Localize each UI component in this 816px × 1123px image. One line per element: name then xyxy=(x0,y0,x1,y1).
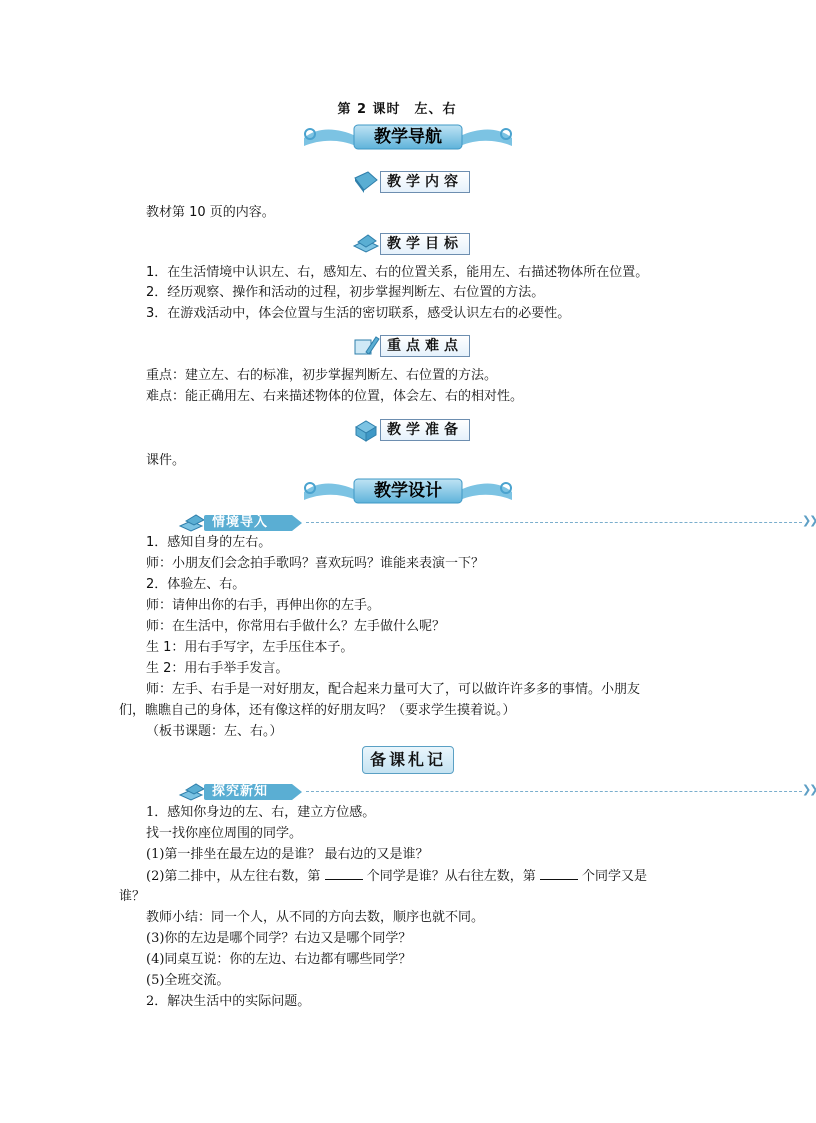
goal-line: 3．在游戏活动中，体会位置与生活的密切联系，感受认识左右的必要性。 xyxy=(146,306,571,321)
book-pile-icon xyxy=(178,781,206,803)
book-icon xyxy=(352,170,380,194)
intro-line: 1．感知自身的左右。 xyxy=(146,535,272,550)
banner-label: 教学设计 xyxy=(374,481,442,501)
explore-line: (4)同桌互说：你的左边、右边都有哪些同学？ xyxy=(146,952,412,967)
heading-teaching-prep xyxy=(352,418,482,440)
explore-text: (2)第二排中，从左往右数，第 xyxy=(146,869,321,884)
explore-line: (1)第一排坐在最左边的是谁？ 最右边的又是谁？ xyxy=(146,847,429,862)
explore-line: (5)全班交流。 xyxy=(146,973,230,988)
explore-line xyxy=(146,867,647,886)
intro-line: 生 1：用右手写字，左手压住本子。 xyxy=(146,640,354,655)
heading-teaching-content xyxy=(352,170,482,192)
heading-label: 教学目标 xyxy=(380,233,470,255)
heading-label: 教学准备 xyxy=(380,419,470,441)
banner-teaching-design xyxy=(298,478,518,504)
double-chevron-right-icon: ❯❯ xyxy=(802,783,816,796)
intro-line: 师：请伸出你的右手，再伸出你的左手。 xyxy=(146,598,381,613)
heading-teaching-goals xyxy=(352,232,482,254)
key-point-line: 难点：能正确用左、右来描述物体的位置，体会左、右的相对性。 xyxy=(146,389,524,404)
lesson-title: 第 2 课时 左、右 xyxy=(337,102,457,117)
tag-label: 情境导入 xyxy=(204,515,292,531)
heading-key-points xyxy=(352,334,482,356)
intro-line: 2．体验左、右。 xyxy=(146,577,246,592)
heading-label: 教学内容 xyxy=(380,171,470,193)
banner-teaching-navigation xyxy=(298,124,518,150)
intro-line: 师：在生活中，你常用右手做什么？左手做什么呢？ xyxy=(146,619,446,634)
double-chevron-right-icon: ❯❯ xyxy=(802,514,816,527)
explore-text: 个同学是谁？从右往左数，第 xyxy=(366,869,536,884)
book-pile-icon xyxy=(178,512,206,534)
goal-line: 2．经历观察、操作和活动的过程，初步掌握判断左、右位置的方法。 xyxy=(146,285,545,300)
fill-in-blank xyxy=(325,867,363,880)
intro-line: 生 2：用右手举手发言。 xyxy=(146,661,289,676)
key-point-line: 重点：建立左、右的标准，初步掌握判断左、右位置的方法。 xyxy=(146,368,498,383)
prep-text: 课件。 xyxy=(146,453,186,468)
tag-label: 探究新知 xyxy=(204,784,292,800)
heading-label: 重点难点 xyxy=(380,335,470,357)
intro-line: 师：左手、右手是一对好朋友，配合起来力量可大了，可以做许许多多的事情。小朋友 xyxy=(146,682,641,697)
explore-line: (3)你的左边是哪个同学？右边又是哪个同学？ xyxy=(146,931,412,946)
banner-label: 教学导航 xyxy=(374,127,442,147)
explore-text: 个同学又是 xyxy=(582,869,648,884)
tag-scenario-intro xyxy=(178,512,816,534)
fill-in-blank xyxy=(540,867,578,880)
tag-arrow-icon xyxy=(292,784,302,800)
goal-line: 1．在生活情境中认识左、右，感知左、右的位置关系，能用左、右描述物体所在位置。 xyxy=(146,265,649,280)
explore-line: 教师小结：同一个人，从不同的方向去数，顺序也就不同。 xyxy=(146,910,485,925)
pen-paper-icon xyxy=(352,334,380,358)
explore-line: 2．解决生活中的实际问题。 xyxy=(146,994,311,1009)
tag-explore-new xyxy=(178,781,816,803)
intro-line: （板书课题：左、右。） xyxy=(146,724,283,739)
box-icon xyxy=(352,418,380,442)
dashed-divider xyxy=(306,791,802,792)
explore-line: 谁？ xyxy=(119,889,146,904)
intro-line: 师：小朋友们会念拍手歌吗？喜欢玩吗？谁能来表演一下？ xyxy=(146,556,485,571)
dashed-divider xyxy=(306,522,802,523)
content-text: 教材第 10 页的内容。 xyxy=(146,205,275,220)
tag-arrow-icon xyxy=(292,515,302,531)
intro-line: 们，瞧瞧自己的身体，还有像这样的好朋友吗？（要求学生摸着说。） xyxy=(119,703,516,718)
explore-line: 找一找你座位周围的同学。 xyxy=(146,826,303,841)
explore-line: 1．感知你身边的左、右，建立方位感。 xyxy=(146,805,376,820)
prep-notes-badge: 备课札记 xyxy=(362,746,454,774)
book-stack-icon xyxy=(352,232,380,256)
